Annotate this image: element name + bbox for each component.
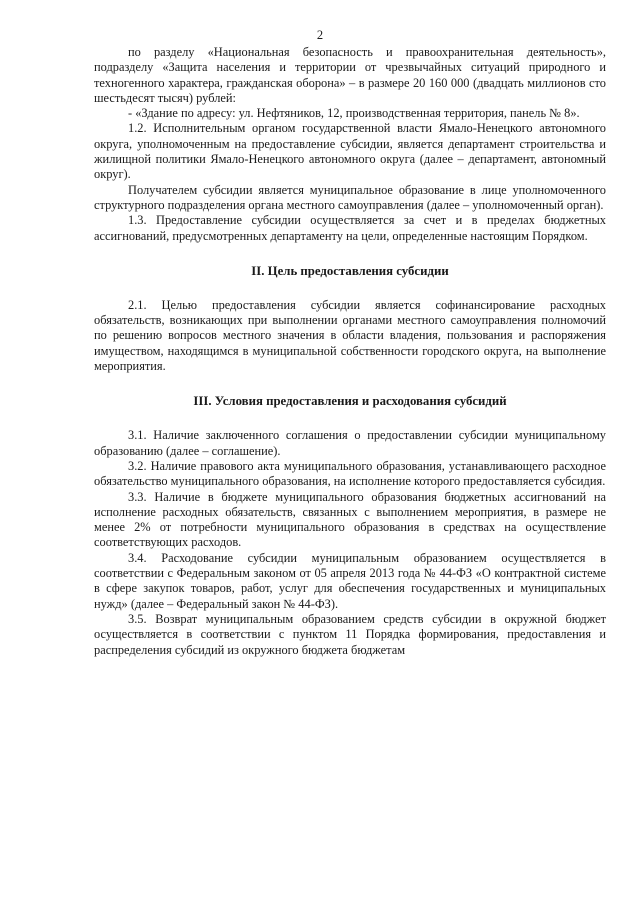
- page-number: 2: [316, 28, 324, 42]
- paragraph: 2.1. Целью предоставления субсидии является софинансирование расходных обязательств, возникающих при выполнении органами местного самоуправления полномочий по решению вопросов местного значения в области владения, пользования и распоряжения имуществом, находящимся в муниципальной собственности городского округа, на выполнение мероприятия.: [94, 297, 606, 374]
- paragraph: 3.1. Наличие заключенного соглашения о предоставлении субсидии муниципальному образованию (далее – соглашение).: [94, 428, 606, 458]
- document-body: [94, 45, 606, 658]
- paragraph: Получателем субсидии является муниципальное образование в лице уполномоченного структурного подразделения органа местного самоуправления (далее – уполномоченный орган).: [94, 182, 606, 212]
- paragraph: 3.3. Наличие в бюджете муниципального образования бюджетных ассигнований на исполнение расходных обязательств, связанных с выполнением мероприятия, в размере не менее 2% от потребности муниципального образования в средствах на осуществление соответствующих расходов.: [94, 489, 606, 550]
- paragraph: 3.4. Расходование субсидии муниципальным образованием осуществляется в соответствии с Федеральным законом от 05 апреля 2013 года № 44-ФЗ «О контрактной системе в сфере закупок товаров, работ, услуг для обеспечения государственных и муниципальных нужд» (далее – Федеральный закон № 44-ФЗ).: [94, 550, 606, 611]
- paragraph: по разделу «Национальная безопасность и правоохранительная деятельность», подразделу «Защита населения и территории от чрезвычайных ситуаций природного и техногенного характера, гражданская оборона» – в размере 20 160 000 (двадцать миллионов сто шестьдесят тысяч) рублей:: [94, 45, 606, 105]
- paragraph: 3.5. Возврат муниципальным образованием средств субсидии в окружной бюджет осуществляется в соответствии с пунктом 11 Порядка формирования, предоставления и распределения субсидий из окружного бюджета бюджетам: [94, 611, 606, 657]
- section-heading: II. Цель предоставления субсидии: [251, 263, 449, 278]
- paragraph: 1.3. Предоставление субсидии осуществляется за счет и в пределах бюджетных ассигнований, предусмотренных департаменту на цели, определенные настоящим Порядком.: [94, 213, 606, 243]
- paragraph: 3.2. Наличие правового акта муниципального образования, устанавливающего расходное обязательство муниципального образования, на исполнение которого предоставляется субсидия.: [94, 458, 606, 489]
- section-heading: III. Условия предоставления и расходования субсидий: [193, 394, 507, 409]
- paragraph: - «Здание по адресу: ул. Нефтяников, 12, производственная территория, панель № 8».: [128, 106, 580, 121]
- paragraph: 1.2. Исполнительным органом государственной власти Ямало-Ненецкого автономного округа, уполномоченным на предоставление субсидии, является департамент строительства и жилищной политики Ямало-Ненецкого автономного округа (далее – департамент, автономный округ).: [94, 121, 606, 182]
